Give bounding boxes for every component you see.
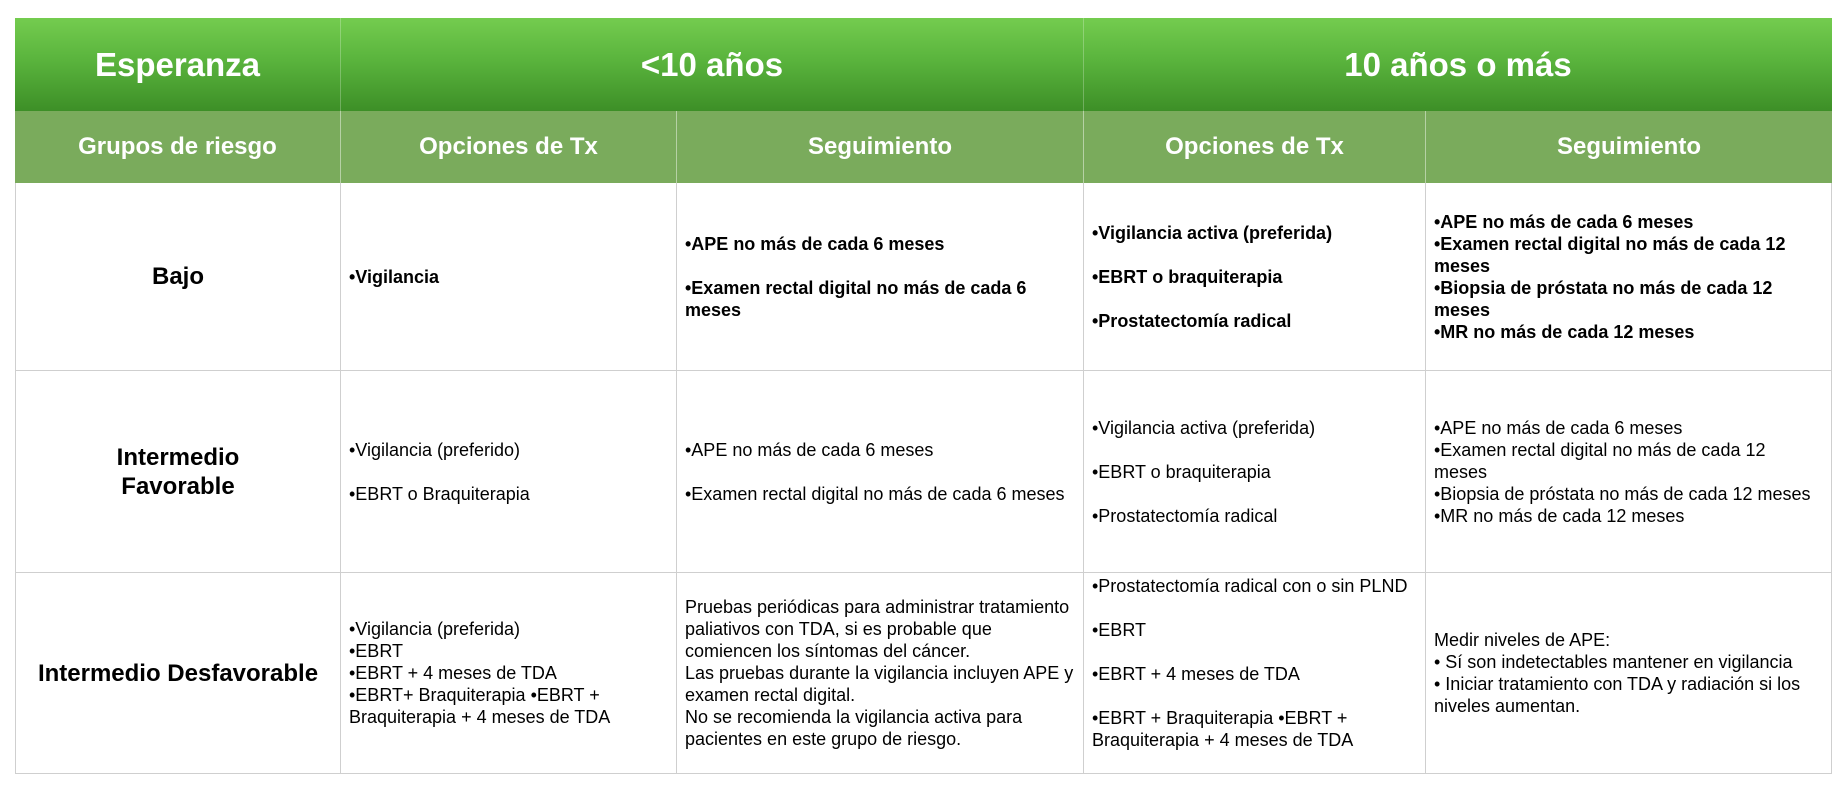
- header-10-years-or-more: 10 años o más: [1084, 18, 1832, 111]
- low-ge10-tx: [1084, 183, 1426, 371]
- list-item: •EBRT o braquiterapia: [1092, 461, 1271, 482]
- list-item: •Examen rectal digital no más de cada 12 meses: [1434, 233, 1786, 276]
- list-item: •EBRT + Braquiterapia •EBRT + Braquiterapia + 4 meses de TDA: [1092, 708, 1354, 750]
- risk-intermediate-favorable: [15, 371, 341, 573]
- list-item: •Vigilancia activa (preferida): [1092, 222, 1333, 243]
- subheader-tx-options-ge10: Opciones de Tx: [1084, 111, 1426, 183]
- subheader-risk-groups: Grupos de riesgo: [15, 111, 341, 183]
- list-item: •MR no más de cada 12 meses: [1434, 321, 1695, 342]
- list-item: •EBRT o braquiterapia: [1092, 266, 1283, 287]
- list-item: •EBRT: [1092, 620, 1146, 640]
- list-item: •Prostatectomía radical: [1092, 505, 1278, 526]
- list-item: •EBRT o Braquiterapia: [349, 483, 530, 504]
- fav-lt10-followup: [677, 371, 1084, 573]
- list-item: •Biopsia de próstata no más de cada 12 meses: [1434, 483, 1811, 504]
- low-lt10-tx: [341, 183, 677, 371]
- unfav-ge10-followup: [1426, 573, 1832, 774]
- unfav-lt10-followup: [677, 573, 1084, 774]
- list-item: •Prostatectomía radical: [1092, 310, 1292, 331]
- low-lt10-followup: [677, 183, 1084, 371]
- subheader-followup-ge10: Seguimiento: [1426, 111, 1832, 183]
- list-item: • Iniciar tratamiento con TDA y radiación si los niveles aumentan.: [1434, 674, 1801, 716]
- subheader-tx-options-lt10: Opciones de Tx: [341, 111, 677, 183]
- list-item: •MR no más de cada 12 meses: [1434, 505, 1685, 526]
- list-item: •APE no más de cada 6 meses: [1434, 211, 1694, 232]
- list-item: •APE no más de cada 6 meses: [685, 233, 945, 254]
- unfav-ge10-tx: [1084, 573, 1426, 774]
- list-item: •EBRT+ Braquiterapia •EBRT + Braquiterapia + 4 meses de TDA: [349, 685, 611, 727]
- list-item: •Examen rectal digital no más de cada 6 meses: [685, 483, 1065, 504]
- header-esperanza: Esperanza: [15, 18, 341, 111]
- list-item: •EBRT + 4 meses de TDA: [349, 663, 557, 683]
- list-item: •Vigilancia (preferido): [349, 439, 521, 460]
- low-ge10-followup: [1426, 183, 1832, 371]
- fav-ge10-followup: [1426, 371, 1832, 573]
- list-item: •Vigilancia (preferida): [349, 619, 521, 639]
- treatment-table: [15, 18, 1832, 774]
- risk-intermediate-unfavorable: Intermedio Desfavorable: [15, 573, 341, 774]
- list-item: •Examen rectal digital no más de cada 12 meses: [1434, 439, 1766, 482]
- paragraph: Pruebas periódicas para administrar tratamiento paliativos con TDA, si es probable que comiencen los síntomas del cáncer.: [685, 597, 1070, 661]
- list-item: •Vigilancia: [349, 266, 440, 287]
- list-item: •Vigilancia activa (preferida): [1092, 417, 1316, 438]
- list-item: •Biopsia de próstata no más de cada 12 meses: [1434, 277, 1773, 320]
- list-item: •EBRT + 4 meses de TDA: [1092, 664, 1300, 684]
- fav-ge10-tx: [1084, 371, 1426, 573]
- list-item: •APE no más de cada 6 meses: [1434, 417, 1683, 438]
- list-item: • Sí son indetectables mantener en vigilancia: [1434, 652, 1793, 672]
- subheader-followup-lt10: Seguimiento: [677, 111, 1084, 183]
- risk-label: Intermedio Favorable: [116, 443, 240, 500]
- header-less-than-10-years: <10 años: [341, 18, 1084, 111]
- list-item: •EBRT: [349, 641, 403, 661]
- list-item: •APE no más de cada 6 meses: [685, 439, 934, 460]
- paragraph: Las pruebas durante la vigilancia incluyen APE y examen rectal digital.: [685, 663, 1074, 705]
- list-item: •Examen rectal digital no más de cada 6 meses: [685, 277, 1027, 320]
- paragraph: Medir niveles de APE:: [1434, 630, 1611, 650]
- paragraph: No se recomienda la vigilancia activa para pacientes en este grupo de riesgo.: [685, 707, 1023, 749]
- unfav-lt10-tx: [341, 573, 677, 774]
- list-item: •Prostatectomía radical con o sin PLND: [1092, 576, 1408, 596]
- fav-lt10-tx: [341, 371, 677, 573]
- risk-low: Bajo: [15, 183, 341, 371]
